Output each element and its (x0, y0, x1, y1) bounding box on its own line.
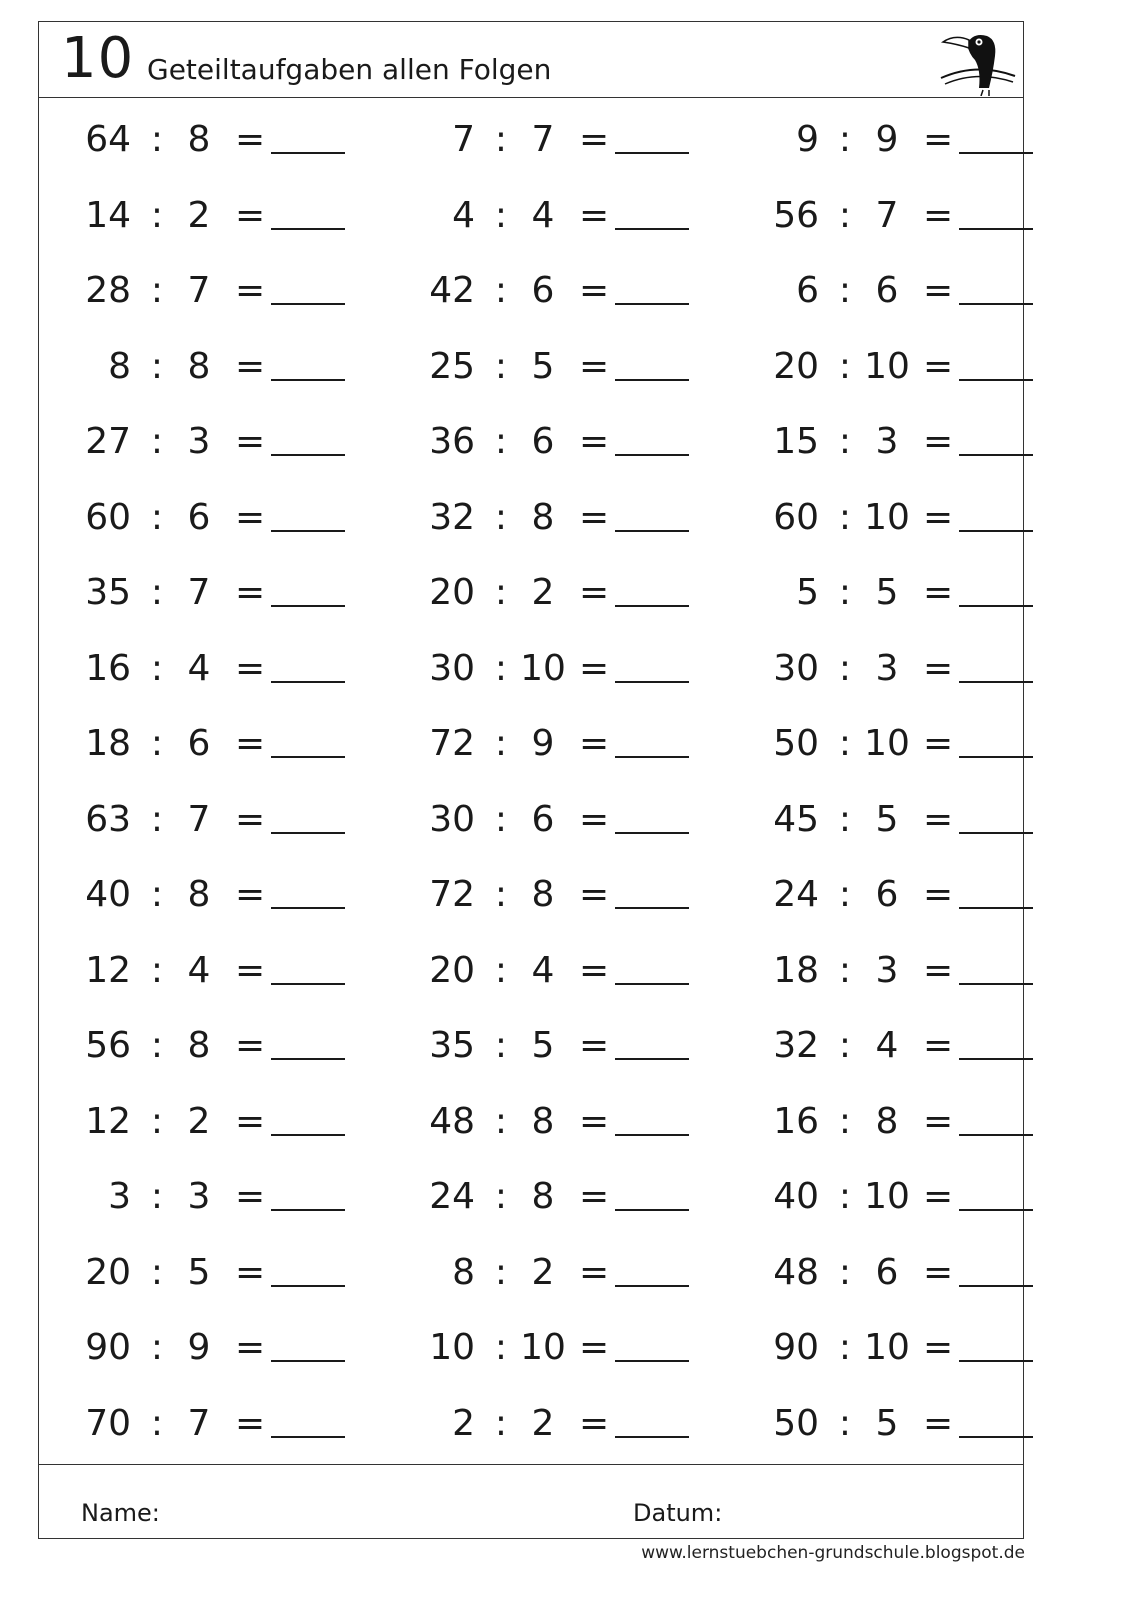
equals-sign: = (235, 798, 266, 840)
division-operator: : (150, 798, 164, 840)
sheet-number: 10 (61, 26, 135, 91)
equals-sign: = (579, 572, 610, 613)
equals-sign: = (923, 421, 954, 462)
equals-sign: = (923, 345, 954, 387)
dividend: 30 (429, 798, 475, 840)
divisor: 8 (531, 1100, 555, 1142)
dividend: 70 (85, 1402, 131, 1444)
answer-blank[interactable] (615, 152, 689, 154)
answer-blank[interactable] (271, 379, 345, 381)
dividend: 72 (429, 723, 475, 764)
dividend: 28 (85, 270, 131, 311)
division-operator: : (150, 345, 164, 387)
division-operator: : (838, 345, 852, 387)
division-operator: : (838, 270, 852, 311)
dividend: 18 (773, 949, 819, 991)
dividend: 42 (429, 270, 475, 311)
dividend: 15 (773, 421, 819, 462)
equals-sign: = (923, 1176, 954, 1217)
equals-sign: = (235, 1176, 266, 1217)
dividend: 60 (85, 496, 131, 538)
divisor: 7 (187, 572, 211, 613)
answer-blank[interactable] (271, 1209, 345, 1211)
answer-blank[interactable] (271, 1058, 345, 1060)
equals-sign: = (579, 1402, 610, 1444)
dividend: 63 (85, 798, 131, 840)
dividend: 20 (429, 572, 475, 613)
equals-sign: = (923, 270, 954, 311)
answer-blank[interactable] (271, 681, 345, 683)
answer-blank[interactable] (959, 756, 1033, 758)
division-operator: : (494, 421, 508, 462)
answer-blank[interactable] (271, 1134, 345, 1136)
dividend: 48 (773, 1251, 819, 1293)
answer-blank[interactable] (959, 454, 1033, 456)
division-operator: : (150, 1025, 164, 1066)
divisor: 3 (875, 949, 899, 991)
answer-blank[interactable] (959, 1285, 1033, 1287)
answer-blank[interactable] (615, 454, 689, 456)
divisor: 6 (531, 270, 555, 311)
division-operator: : (494, 723, 508, 764)
equals-sign: = (235, 723, 266, 764)
dividend: 24 (773, 874, 819, 915)
divisor: 9 (875, 119, 899, 160)
dividend: 48 (429, 1100, 475, 1142)
answer-blank[interactable] (615, 1360, 689, 1362)
dividend: 24 (429, 1176, 475, 1217)
division-operator: : (494, 874, 508, 915)
dividend: 8 (452, 1251, 475, 1293)
equals-sign: = (923, 1402, 954, 1444)
divisor: 7 (187, 1402, 211, 1444)
equals-sign: = (923, 119, 954, 160)
divisor: 5 (875, 798, 899, 840)
equals-sign: = (235, 1327, 266, 1368)
dividend: 2 (452, 1402, 475, 1444)
equals-sign: = (579, 949, 610, 991)
division-operator: : (838, 1251, 852, 1293)
division-operator: : (838, 1402, 852, 1444)
divisor: 8 (531, 1176, 555, 1217)
equals-sign: = (923, 194, 954, 236)
worksheet-title: Geteiltaufgaben allen Folgen (147, 53, 552, 86)
equals-sign: = (235, 194, 266, 236)
equals-sign: = (923, 723, 954, 764)
divisor: 5 (875, 572, 899, 613)
dividend: 20 (773, 345, 819, 387)
division-operator: : (838, 496, 852, 538)
equals-sign: = (579, 421, 610, 462)
dividend: 10 (429, 1327, 475, 1368)
divisor: 3 (875, 421, 899, 462)
equals-sign: = (579, 798, 610, 840)
division-operator: : (150, 194, 164, 236)
answer-blank[interactable] (271, 530, 345, 532)
division-operator: : (150, 270, 164, 311)
equals-sign: = (235, 345, 266, 387)
answer-blank[interactable] (959, 983, 1033, 985)
division-operator: : (494, 1176, 508, 1217)
dividend: 6 (796, 270, 819, 311)
division-operator: : (150, 647, 164, 689)
equals-sign: = (923, 798, 954, 840)
divisor: 10 (864, 1327, 910, 1368)
divisor: 2 (531, 1402, 555, 1444)
dividend: 4 (452, 194, 475, 236)
divisor: 10 (864, 345, 910, 387)
divisor: 10 (864, 1176, 910, 1217)
equals-sign: = (579, 1025, 610, 1066)
division-operator: : (838, 1100, 852, 1142)
dividend: 18 (85, 723, 131, 764)
divisor: 6 (531, 798, 555, 840)
divisor: 7 (875, 194, 899, 236)
equals-sign: = (579, 1251, 610, 1293)
divisor: 5 (531, 345, 555, 387)
division-operator: : (150, 119, 164, 160)
divisor: 4 (531, 194, 555, 236)
divisor: 2 (531, 1251, 555, 1293)
dividend: 50 (773, 1402, 819, 1444)
answer-blank[interactable] (271, 1285, 345, 1287)
division-operator: : (838, 949, 852, 991)
answer-blank[interactable] (959, 605, 1033, 607)
dividend: 20 (429, 949, 475, 991)
equals-sign: = (579, 496, 610, 538)
answer-blank[interactable] (615, 605, 689, 607)
divisor: 8 (531, 874, 555, 915)
divisor: 9 (531, 723, 555, 764)
answer-blank[interactable] (615, 530, 689, 532)
divisor: 10 (520, 647, 566, 689)
worksheet-footer (39, 1464, 1023, 1540)
answer-blank[interactable] (615, 983, 689, 985)
date-label: Datum: (633, 1499, 723, 1527)
answer-blank[interactable] (959, 152, 1033, 154)
division-operator: : (150, 1327, 164, 1368)
dividend: 40 (85, 874, 131, 915)
divisor: 6 (187, 723, 211, 764)
divisor: 6 (875, 1251, 899, 1293)
division-operator: : (838, 798, 852, 840)
answer-blank[interactable] (271, 756, 345, 758)
answer-blank[interactable] (271, 605, 345, 607)
divisor: 2 (187, 194, 211, 236)
division-operator: : (150, 1100, 164, 1142)
division-operator: : (494, 1251, 508, 1293)
equals-sign: = (579, 1100, 610, 1142)
division-operator: : (150, 572, 164, 613)
dividend: 72 (429, 874, 475, 915)
answer-blank[interactable] (271, 1360, 345, 1362)
equals-sign: = (579, 194, 610, 236)
division-operator: : (494, 345, 508, 387)
division-operator: : (838, 119, 852, 160)
division-operator: : (494, 119, 508, 160)
dividend: 27 (85, 421, 131, 462)
division-operator: : (494, 1025, 508, 1066)
division-operator: : (494, 647, 508, 689)
equals-sign: = (235, 1100, 266, 1142)
dividend: 16 (773, 1100, 819, 1142)
name-label: Name: (81, 1499, 160, 1527)
division-operator: : (838, 572, 852, 613)
divisor: 6 (875, 270, 899, 311)
dividend: 25 (429, 345, 475, 387)
divisor: 3 (875, 647, 899, 689)
answer-blank[interactable] (615, 379, 689, 381)
equals-sign: = (235, 421, 266, 462)
equals-sign: = (235, 119, 266, 160)
division-operator: : (838, 1176, 852, 1217)
equals-sign: = (923, 1025, 954, 1066)
division-operator: : (838, 1025, 852, 1066)
division-operator: : (150, 421, 164, 462)
answer-blank[interactable] (959, 303, 1033, 305)
divisor: 10 (864, 723, 910, 764)
divisor: 4 (531, 949, 555, 991)
dividend: 12 (85, 1100, 131, 1142)
dividend: 20 (85, 1251, 131, 1293)
answer-blank[interactable] (959, 1209, 1033, 1211)
answer-blank[interactable] (615, 1209, 689, 1211)
equals-sign: = (923, 1100, 954, 1142)
divisor: 3 (187, 1176, 211, 1217)
answer-blank[interactable] (271, 832, 345, 834)
equals-sign: = (923, 496, 954, 538)
equals-sign: = (579, 119, 610, 160)
dividend: 35 (85, 572, 131, 613)
division-operator: : (838, 647, 852, 689)
divisor: 8 (187, 119, 211, 160)
answer-blank[interactable] (615, 1436, 689, 1438)
dividend: 50 (773, 723, 819, 764)
divisor: 8 (531, 496, 555, 538)
divisor: 8 (875, 1100, 899, 1142)
equals-sign: = (235, 949, 266, 991)
equals-sign: = (579, 270, 610, 311)
dividend: 3 (108, 1176, 131, 1217)
division-operator: : (150, 949, 164, 991)
answer-blank[interactable] (271, 454, 345, 456)
dividend: 14 (85, 194, 131, 236)
division-operator: : (838, 723, 852, 764)
dividend: 36 (429, 421, 475, 462)
equals-sign: = (235, 496, 266, 538)
division-operator: : (494, 572, 508, 613)
equals-sign: = (235, 270, 266, 311)
answer-blank[interactable] (615, 832, 689, 834)
equals-sign: = (923, 572, 954, 613)
answer-blank[interactable] (615, 1134, 689, 1136)
answer-blank[interactable] (271, 983, 345, 985)
dividend: 7 (452, 119, 475, 160)
divisor: 10 (864, 496, 910, 538)
division-operator: : (150, 1251, 164, 1293)
equals-sign: = (235, 874, 266, 915)
divisor: 7 (187, 798, 211, 840)
division-operator: : (838, 194, 852, 236)
answer-blank[interactable] (959, 681, 1033, 683)
divisor: 7 (531, 119, 555, 160)
equals-sign: = (579, 345, 610, 387)
divisor: 10 (520, 1327, 566, 1368)
division-operator: : (838, 874, 852, 915)
equals-sign: = (579, 1327, 610, 1368)
answer-blank[interactable] (271, 152, 345, 154)
division-operator: : (494, 1100, 508, 1142)
answer-blank[interactable] (615, 681, 689, 683)
dividend: 8 (108, 345, 131, 387)
divisor: 2 (531, 572, 555, 613)
answer-blank[interactable] (615, 1058, 689, 1060)
answer-blank[interactable] (959, 1058, 1033, 1060)
worksheet-header (39, 22, 1023, 98)
equals-sign: = (579, 1176, 610, 1217)
toucan-icon (939, 26, 1017, 96)
dividend: 16 (85, 647, 131, 689)
answer-blank[interactable] (959, 228, 1033, 230)
dividend: 45 (773, 798, 819, 840)
divisor: 6 (875, 874, 899, 915)
answer-blank[interactable] (615, 907, 689, 909)
divisor: 6 (187, 496, 211, 538)
dividend: 90 (773, 1327, 819, 1368)
dividend: 40 (773, 1176, 819, 1217)
answer-blank[interactable] (959, 379, 1033, 381)
equals-sign: = (235, 1402, 266, 1444)
division-operator: : (150, 496, 164, 538)
equals-sign: = (579, 723, 610, 764)
division-operator: : (150, 874, 164, 915)
equals-sign: = (579, 874, 610, 915)
equals-sign: = (235, 572, 266, 613)
answer-blank[interactable] (271, 1436, 345, 1438)
division-operator: : (494, 798, 508, 840)
site-url: www.lernstuebchen-grundschule.blogspot.de (641, 1543, 1025, 1563)
divisor: 8 (187, 345, 211, 387)
equals-sign: = (579, 647, 610, 689)
division-operator: : (494, 496, 508, 538)
division-operator: : (494, 270, 508, 311)
answer-blank[interactable] (615, 228, 689, 230)
division-operator: : (150, 723, 164, 764)
answer-blank[interactable] (959, 530, 1033, 532)
divisor: 6 (531, 421, 555, 462)
division-operator: : (494, 194, 508, 236)
division-operator: : (494, 1402, 508, 1444)
divisor: 3 (187, 421, 211, 462)
answer-blank[interactable] (615, 756, 689, 758)
divisor: 8 (187, 1025, 211, 1066)
dividend: 56 (85, 1025, 131, 1066)
dividend: 90 (85, 1327, 131, 1368)
equals-sign: = (923, 874, 954, 915)
answer-blank[interactable] (271, 907, 345, 909)
equals-sign: = (923, 1327, 954, 1368)
divisor: 4 (187, 647, 211, 689)
equals-sign: = (235, 647, 266, 689)
dividend: 9 (796, 119, 819, 160)
divisor: 9 (187, 1327, 211, 1368)
dividend: 32 (429, 496, 475, 538)
division-operator: : (838, 1327, 852, 1368)
division-operator: : (150, 1176, 164, 1217)
worksheet (38, 21, 1024, 1539)
answer-blank[interactable] (959, 907, 1033, 909)
dividend: 12 (85, 949, 131, 991)
dividend: 60 (773, 496, 819, 538)
dividend: 35 (429, 1025, 475, 1066)
division-operator: : (838, 421, 852, 462)
divisor: 7 (187, 270, 211, 311)
divisor: 4 (187, 949, 211, 991)
answer-blank[interactable] (959, 1134, 1033, 1136)
answer-blank[interactable] (959, 1436, 1033, 1438)
equals-sign: = (235, 1251, 266, 1293)
equals-sign: = (923, 647, 954, 689)
divisor: 2 (187, 1100, 211, 1142)
answer-blank[interactable] (615, 1285, 689, 1287)
dividend: 32 (773, 1025, 819, 1066)
answer-blank[interactable] (615, 303, 689, 305)
answer-blank[interactable] (959, 1360, 1033, 1362)
dividend: 30 (773, 647, 819, 689)
answer-blank[interactable] (271, 303, 345, 305)
answer-blank[interactable] (271, 228, 345, 230)
task-grid (39, 98, 1023, 1464)
equals-sign: = (923, 1251, 954, 1293)
divisor: 5 (187, 1251, 211, 1293)
division-operator: : (494, 1327, 508, 1368)
dividend: 30 (429, 647, 475, 689)
equals-sign: = (235, 1025, 266, 1066)
division-operator: : (150, 1402, 164, 1444)
dividend: 64 (85, 119, 131, 160)
dividend: 5 (796, 572, 819, 613)
divisor: 5 (875, 1402, 899, 1444)
answer-blank[interactable] (959, 832, 1033, 834)
divisor: 4 (875, 1025, 899, 1066)
division-operator: : (494, 949, 508, 991)
divisor: 8 (187, 874, 211, 915)
equals-sign: = (923, 949, 954, 991)
dividend: 56 (773, 194, 819, 236)
divisor: 5 (531, 1025, 555, 1066)
